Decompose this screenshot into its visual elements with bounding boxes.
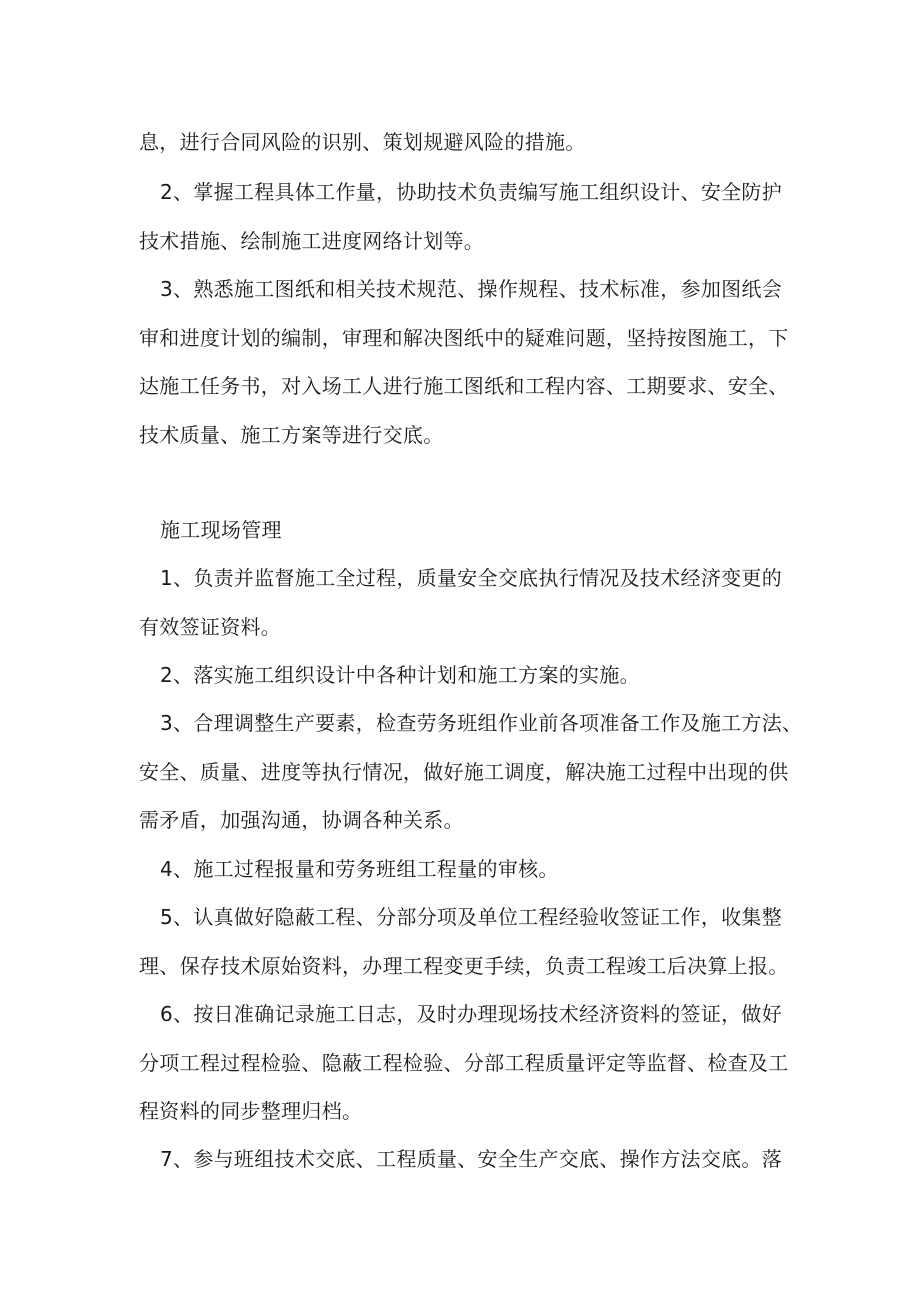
text-line: 技术质量、施工方案等进行交底。 bbox=[139, 423, 444, 447]
text-line: 7、参与班组技术交底、工程质量、安全生产交底、操作方法交底。落 bbox=[160, 1147, 783, 1171]
text-line: 理、保存技术原始资料，办理工程变更手续，负责工程竣工后决算上报。 bbox=[139, 954, 789, 978]
text-line: 有效签证资料。 bbox=[139, 615, 282, 639]
text-line: 3、合理调整生产要素，检查劳务班组作业前各项准备工作及施工方法、 bbox=[160, 711, 803, 735]
text-line: 息，进行合同风险的识别、策划规避风险的措施。 bbox=[139, 130, 586, 154]
text-line: 程资料的同步整理归档。 bbox=[139, 1099, 363, 1123]
text-line: 审和进度计划的编制，审理和解决图纸中的疑难问题，坚持按图施工，下 bbox=[139, 326, 789, 350]
text-line: 达施工任务书，对入场工人进行施工图纸和工程内容、工期要求、安全、 bbox=[139, 374, 789, 398]
text-line: 技术措施、绘制施工进度网络计划等。 bbox=[139, 229, 485, 253]
text-line: 需矛盾，加强沟通，协调各种关系。 bbox=[139, 808, 464, 832]
text-line: 分项工程过程检验、隐蔽工程检验、分部工程质量评定等监督、检查及工 bbox=[139, 1051, 789, 1075]
text-line: 4、施工过程报量和劳务班组工程量的审核。 bbox=[160, 857, 559, 881]
text-line: 5、认真做好隐蔽工程、分部分项及单位工程经验收签证工作，收集整 bbox=[160, 905, 783, 929]
text-line: 2、落实施工组织设计中各种计划和施工方案的实施。 bbox=[160, 663, 640, 687]
text-line: 2、掌握工程具体工作量，协助技术负责编写施工组织设计、安全防护 bbox=[160, 180, 783, 204]
section-heading: 施工现场管理 bbox=[160, 518, 282, 542]
text-line: 3、熟悉施工图纸和相关技术规范、操作规程、技术标准，参加图纸会 bbox=[160, 277, 783, 301]
text-line: 6、按日准确记录施工日志，及时办理现场技术经济资料的签证，做好 bbox=[160, 1002, 783, 1026]
text-line: 1、负责并监督施工全过程，质量安全交底执行情况及技术经济变更的 bbox=[160, 566, 783, 590]
text-line: 安全、质量、进度等执行情况，做好施工调度，解决施工过程中出现的供 bbox=[139, 760, 789, 784]
